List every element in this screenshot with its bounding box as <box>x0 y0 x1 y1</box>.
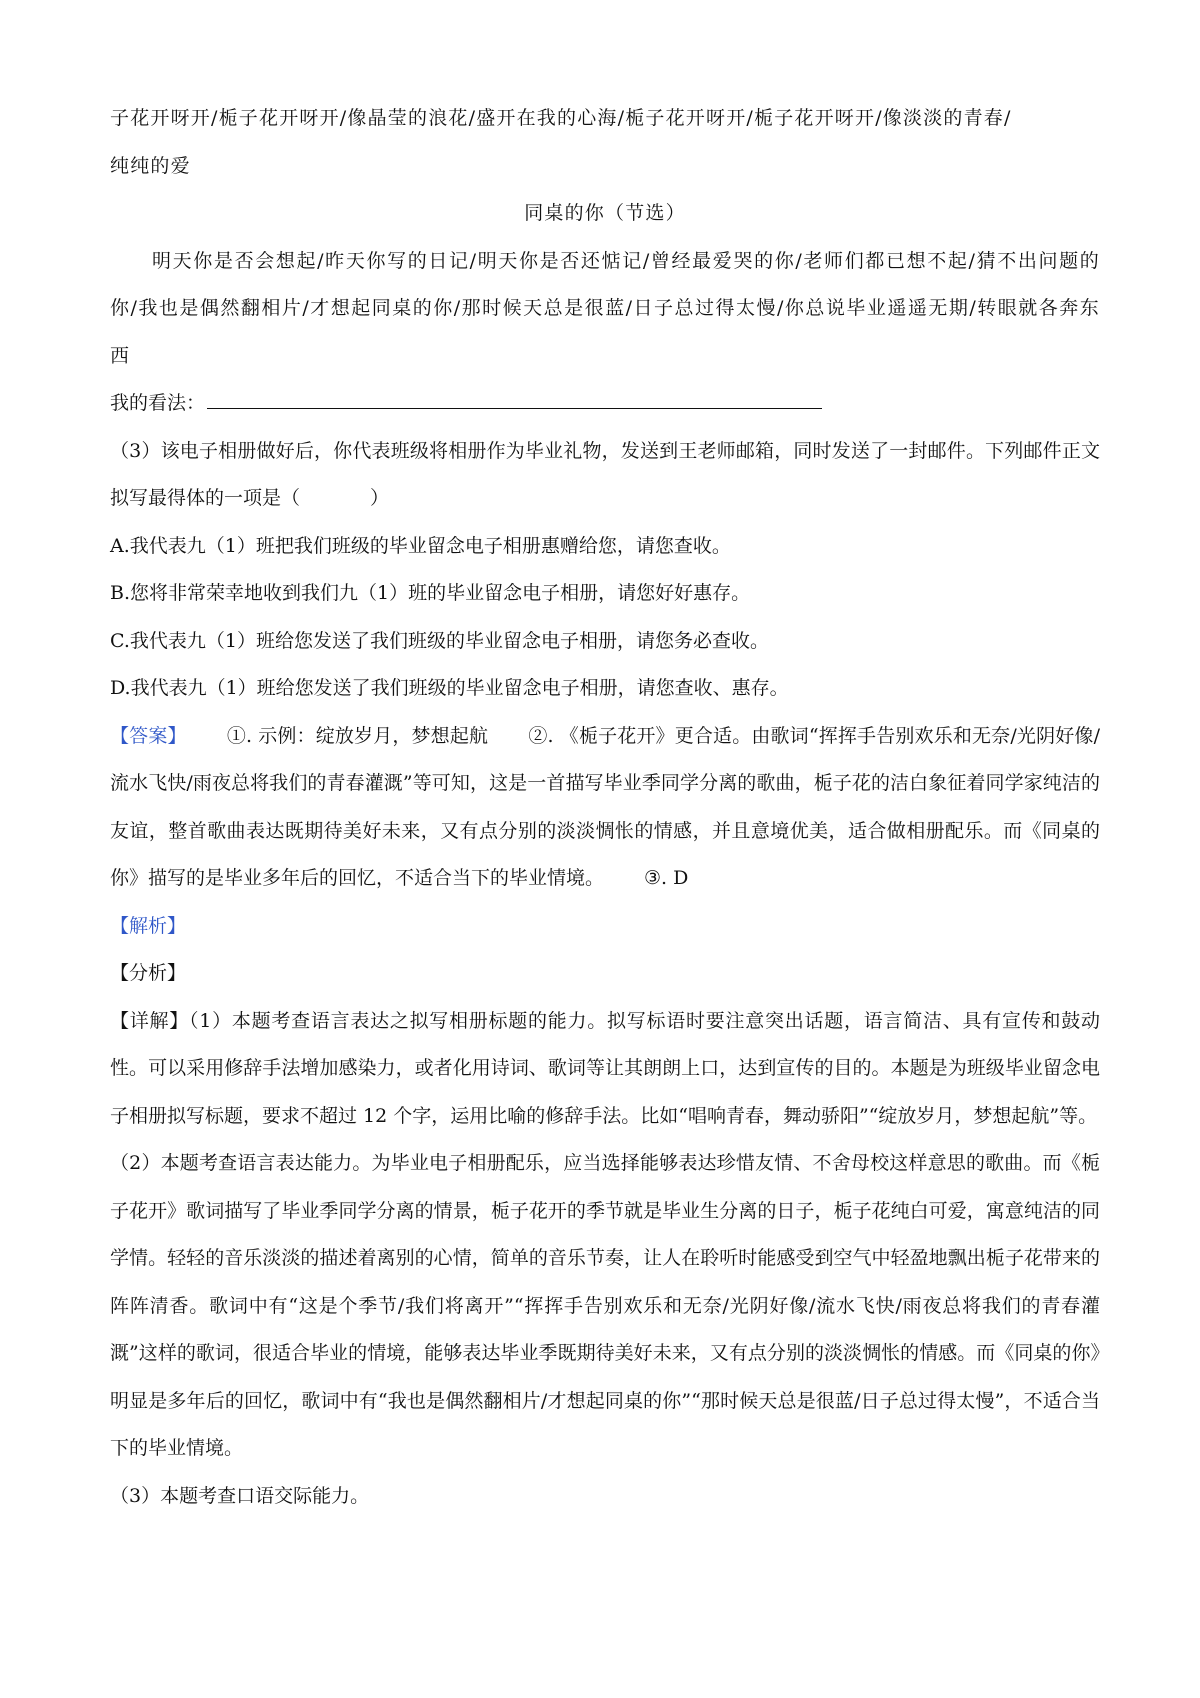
analysis-tag: 【解析】 <box>110 914 187 937</box>
answer-1: ①. 示例：绽放岁月，梦想起航 <box>226 724 489 747</box>
opinion-line <box>110 380 1100 428</box>
q3-option-c: C.我代表九（1）班给您发送了我们班级的毕业留念电子相册，请您务必查收。 <box>110 629 769 652</box>
document-page <box>110 95 1100 1520</box>
detail-tag: 【详解】 <box>110 1009 189 1032</box>
poem1-line1: 子花开呀开/栀子花开呀开/像晶莹的浪花/盛开在我的心海/栀子花开呀开/栀子花开呀开/像淡淡的青春/ <box>110 107 1012 129</box>
detail-p1-text: （1）本题考查语言表达之拟写相册标题的能力。拟写标语时要注意突出话题，语言简洁、具有宣传和鼓动性。可以采用修辞手法增加感染力，或者化用诗词、歌词等让其朗朗上口，达到宣传的目的。本题是为班级毕业留念电子相册拟写标题，要求不超过 12 个字，运用比喻的修辞手法。比如“唱响青春，舞动骄阳”“绽放岁月，梦想起航”等。 <box>110 1009 1100 1127</box>
fenxi-tag: 【分析】 <box>110 962 187 984</box>
q3-stem-end: ） <box>370 487 390 509</box>
detail-p1 <box>110 998 1100 1141</box>
q3-option-b: B.您将非常荣幸地收到我们九（1）班的毕业留念电子相册，请您好好惠存。 <box>110 582 751 604</box>
q3-option-d: D.我代表九（1）班给您发送了我们班级的毕业留念电子相册，请您查收、惠存。 <box>110 677 789 699</box>
poem2-title: 同桌的你（节选） <box>524 202 686 224</box>
q3-stem-text: （3）该电子相册做好后，你代表班级将相册作为毕业礼物，发送到王老师邮箱，同时发送了一封邮件。下列邮件正文拟写最得体的一项是（ <box>110 439 1100 509</box>
detail-p2: （2）本题考查语言表达能力。为毕业电子相册配乐，应当选择能够表达珍惜友情、不舍母校这样意思的歌曲。而《栀子花开》歌词描写了毕业季同学分离的情景，栀子花开的季节就是毕业生分离的日子，栀子花纯白可爱，寓意纯洁的同学情。轻轻的音乐淡淡的描述着离别的心情，简单的音乐节奏，让人在聆听时能感受到空气中轻盈地飘出栀子花带来的阵阵清香。歌词中有“这是个季节/我们将离开”“挥挥手告别欢乐和无奈/光阴好像/流水飞快/雨夜总将我们的青春灌溉”这样的歌词，很适合毕业的情境，能够表达毕业季既期待美好未来，又有点分别的淡淡惆怅的情感。而《同桌的你》明显是多年后的回忆，歌词中有“我也是偶然翻相片/才想起同桌的你”“那时候天总是很蓝/日子总过得太慢”，不适合当下的毕业情境。 <box>110 1152 1100 1459</box>
answer-tag: 【答案】 <box>110 724 187 747</box>
q3-option-a: A.我代表九（1）班把我们班级的毕业留念电子相册惠赠给您，请您查收。 <box>110 534 731 557</box>
opinion-label: 我的看法： <box>110 392 206 414</box>
q3-stem <box>110 428 1100 523</box>
answer-3: ③. D <box>644 867 689 889</box>
answer-2: ②. 《栀子花开》更合适。由歌词“挥挥手告别欢乐和无奈/光阴好像/流水飞快/雨夜总将我们的青春灌溉”等可知，这是一首描写毕业季同学分离的歌曲，栀子花的洁白象征着同学家纯洁的友谊，整首歌曲表达既期待美好未来，又有点分别的淡淡惆怅的情感，并且意境优美，适合做相册配乐。而《同桌的你》描写的是毕业多年后的回忆，不适合当下的毕业情境。 <box>110 724 1100 889</box>
detail-p3: （3）本题考查口语交际能力。 <box>110 1484 370 1507</box>
poem2-body: 明天你是否会想起/昨天你写的日记/明天你是否还惦记/曾经最爱哭的你/老师们都已想不起/猜不出问题的你/我也是偶然翻相片/才想起同桌的你/那时候天总是很蓝/日子总过得太慢/你总说毕业遥遥无期/转眼就各奔东西 <box>110 249 1100 367</box>
opinion-blank[interactable] <box>207 393 822 409</box>
poem1-line2: 纯纯的爱 <box>110 154 191 177</box>
answer-block <box>110 713 1100 903</box>
